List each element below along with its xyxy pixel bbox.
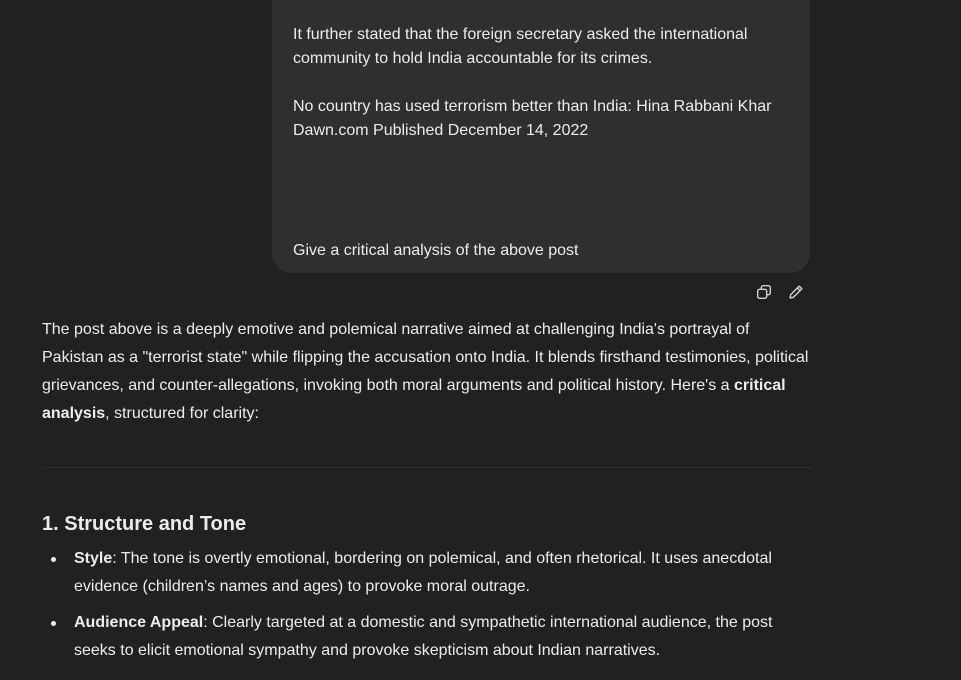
intro-text: The post above is a deeply emotive and polemical narrative aimed at challenging India's portrayal of Pakistan as a "terrorist state" while flipping the accusation onto India. It blends firsthand testimonies, political grievances, and counter-allegations, invoking both moral arguments and political history. Here's a <box>42 321 809 394</box>
bullet-list <box>42 545 812 665</box>
list-item-label: Audience Appeal <box>74 614 204 631</box>
message-actions <box>754 282 806 302</box>
list-item <box>42 609 812 665</box>
edit-button[interactable] <box>786 282 806 302</box>
list-item-text: : Clearly targeted at a domestic and sympathetic international audience, the post seeks to elicit emotional sympathy and provoke skepticism about Indian narratives. <box>74 614 773 659</box>
assistant-response <box>42 316 812 673</box>
list-item <box>42 545 812 601</box>
user-message-bubble <box>272 0 810 273</box>
user-message-paragraph-1: It further stated that the foreign secretary asked the international community to hold India accountable for its crimes. <box>293 26 748 67</box>
intro-tail: , structured for clarity: <box>105 405 259 422</box>
user-message-source: Dawn.com Published December 14, 2022 <box>293 122 589 139</box>
list-item-text: : The tone is overtly emotional, bordering on polemical, and often rhetorical. It uses anecdotal evidence (children’s names and ages) to provoke moral outrage. <box>74 550 772 595</box>
intro-bold: critical analysis <box>42 377 786 422</box>
pencil-icon <box>787 283 805 301</box>
user-message-prompt: Give a critical analysis of the above post <box>293 242 579 259</box>
copy-icon <box>755 283 773 301</box>
section-heading: 1. Structure and Tone <box>42 513 247 535</box>
user-message-headline: No country has used terrorism better than India: Hina Rabbani Khar <box>293 98 772 115</box>
assistant-intro <box>42 316 812 428</box>
section-divider <box>42 467 812 468</box>
copy-button[interactable] <box>754 282 774 302</box>
list-item-label: Style <box>74 550 113 567</box>
